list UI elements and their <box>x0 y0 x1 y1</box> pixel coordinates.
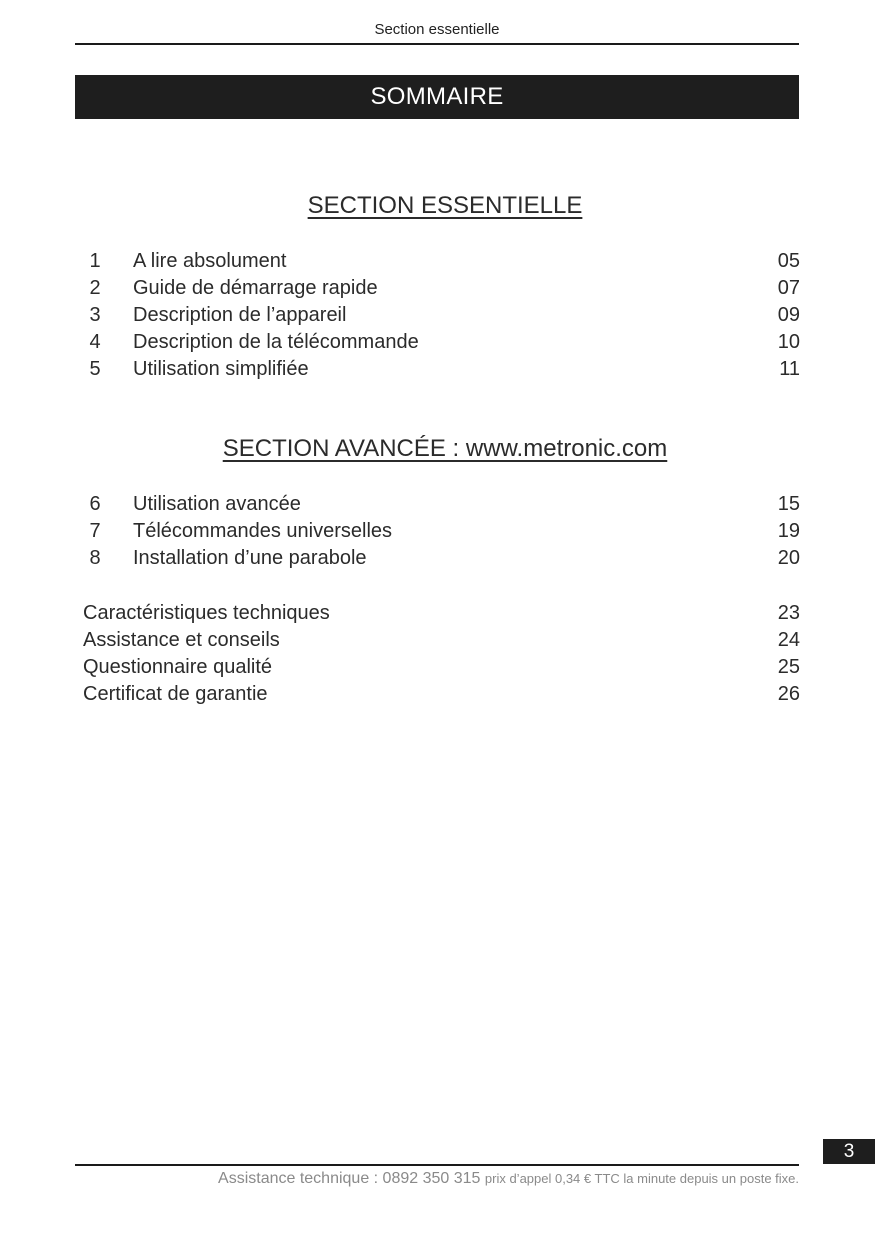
toc-entry <box>83 302 800 329</box>
footer-price-note: prix d’appel 0,34 € TTC la minute depuis un poste fixe. <box>484 1171 799 1186</box>
toc-entry-label: Description de l’appareil <box>133 304 347 326</box>
section-heading-essentielle: SECTION ESSENTIELLE <box>307 192 583 219</box>
toc-annex-page: 25 <box>777 656 800 678</box>
toc-entry-number: 8 <box>89 547 101 569</box>
toc-entry-page: 19 <box>777 520 800 542</box>
toc-entry-label: Utilisation avancée <box>133 493 301 515</box>
toc-annex-label: Certificat de garantie <box>83 683 268 705</box>
toc-entry <box>83 491 800 518</box>
toc-entry-number: 6 <box>89 493 101 515</box>
header-divider <box>75 43 799 45</box>
toc-entry-page: 15 <box>777 493 800 515</box>
toc-entry-label: Description de la télécommande <box>133 331 419 353</box>
section-heading-avancee: SECTION AVANCÉE : www.metronic.com <box>222 435 668 462</box>
toc-entry <box>83 545 800 572</box>
toc-entry-label: Installation d’une parabole <box>133 547 367 569</box>
toc-annex-page: 24 <box>777 629 800 651</box>
toc-entry-number: 2 <box>89 277 101 299</box>
running-header: Section essentielle <box>374 21 500 38</box>
toc-entry-page: 11 <box>779 358 800 380</box>
toc-annex-entry <box>83 627 800 654</box>
toc-entry-number: 1 <box>89 250 101 272</box>
page-number: 3 <box>823 1139 875 1164</box>
toc-entry-page: 20 <box>777 547 800 569</box>
toc-annex-label: Caractéristiques techniques <box>83 602 330 624</box>
footer-assistance-phone: Assistance technique : 0892 350 315 <box>218 1170 481 1187</box>
toc-entry-label: Utilisation simplifiée <box>133 358 309 380</box>
toc-entry-page: 07 <box>777 277 800 299</box>
toc-entry <box>83 518 800 545</box>
toc-annex-entry <box>83 654 800 681</box>
toc-entry <box>83 248 800 275</box>
toc-annex-entry <box>83 600 800 627</box>
footer-assistance <box>218 1170 799 1188</box>
toc-entry-page: 09 <box>777 304 800 326</box>
toc-annex-entry <box>83 681 800 708</box>
toc-list-essentielle <box>83 248 800 383</box>
toc-entry <box>83 275 800 302</box>
toc-entry-page: 10 <box>777 331 800 353</box>
toc-annex-label: Questionnaire qualité <box>83 656 273 678</box>
toc-entry-label: Télécommandes universelles <box>133 520 393 542</box>
toc-entry-label: A lire absolument <box>133 250 287 272</box>
toc-entry-number: 7 <box>89 520 101 542</box>
toc-annex-page: 26 <box>777 683 800 705</box>
toc-entry <box>83 356 800 383</box>
toc-annex-label: Assistance et conseils <box>83 629 280 651</box>
toc-list-avancee <box>83 491 800 572</box>
toc-entry-number: 3 <box>89 304 101 326</box>
toc-entry-number: 5 <box>89 358 101 380</box>
toc-entry-label: Guide de démarrage rapide <box>133 277 378 299</box>
toc-annex-page: 23 <box>777 602 800 624</box>
toc-entry-number: 4 <box>89 331 101 353</box>
footer-divider <box>75 1164 799 1166</box>
toc-list-annexes <box>83 600 800 708</box>
page-title: SOMMAIRE <box>75 75 799 119</box>
toc-entry <box>83 329 800 356</box>
toc-entry-page: 05 <box>777 250 800 272</box>
